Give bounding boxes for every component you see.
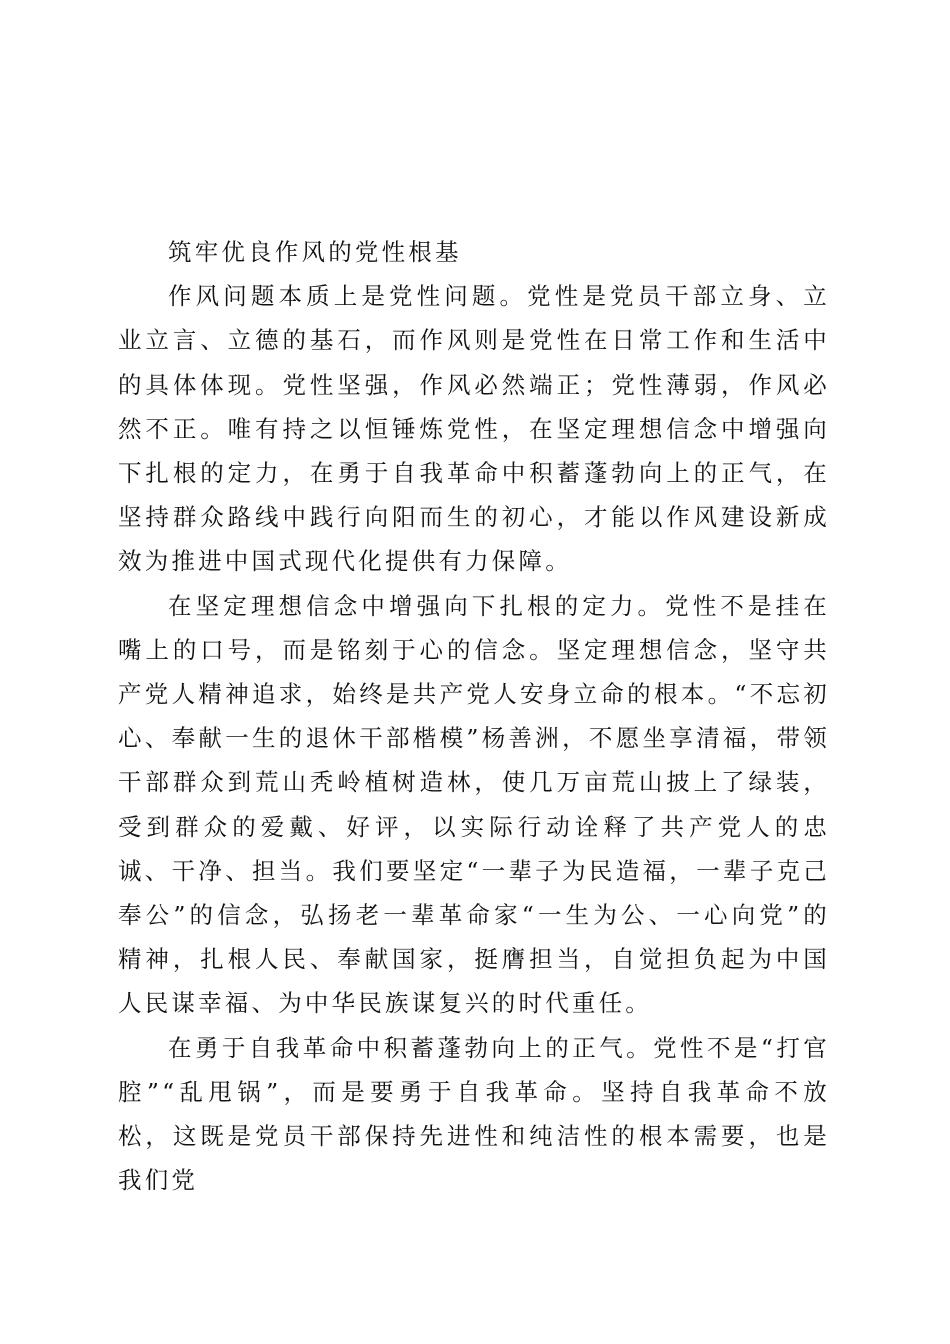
paragraph-self-revolution: 在勇于自我革命中积蓄蓬勃向上的正气。党性不是“打官腔”“乱甩锅”，而是要勇于自我革命。坚持自我革命不放松，这既是党员干部保持先进性和纯洁性的根本需要，也是我们党 <box>118 1033 830 1195</box>
paragraph-ideals: 在坚定理想信念中增强向下扎根的定力。党性不是挂在嘴上的口号，而是铭刻于心的信念。坚定理想信念，坚守共产党人精神追求，始终是共产党人安身立命的根本。“不忘初心、奉献一生的退休干部楷模”杨善洲，不愿坐享清福，带领干部群众到荒山秃岭植树造林，使几万亩荒山披上了绿装，受到群众的爱戴、好评，以实际行动诠释了共产党人的忠诚、干净、担当。我们要坚定“一辈子为民造福，一辈子克己奉公”的信念，弘扬老一辈革命家“一生为公、一心向党”的精神，扎根人民、奉献国家，挺膺担当，自觉担负起为中国人民谋幸福、为中华民族谋复兴的时代重任。 <box>118 591 830 1018</box>
paragraph-intro: 作风问题本质上是党性问题。党性是党员干部立身、立业立言、立德的基石，而作风则是党性在日常工作和生活中的具体体现。党性坚强，作风必然端正；党性薄弱，作风必然不正。唯有持之以恒锤炼党性，在坚定理想信念中增强向下扎根的定力，在勇于自我革命中积蓄蓬勃向上的正气，在坚持群众路线中践行向阳而生的初心，才能以作风建设新成效为推进中国式现代化提供有力保障。 <box>118 282 830 576</box>
document-title: 筑牢优良作风的党性根基 <box>168 238 462 266</box>
document-body <box>118 230 830 1202</box>
